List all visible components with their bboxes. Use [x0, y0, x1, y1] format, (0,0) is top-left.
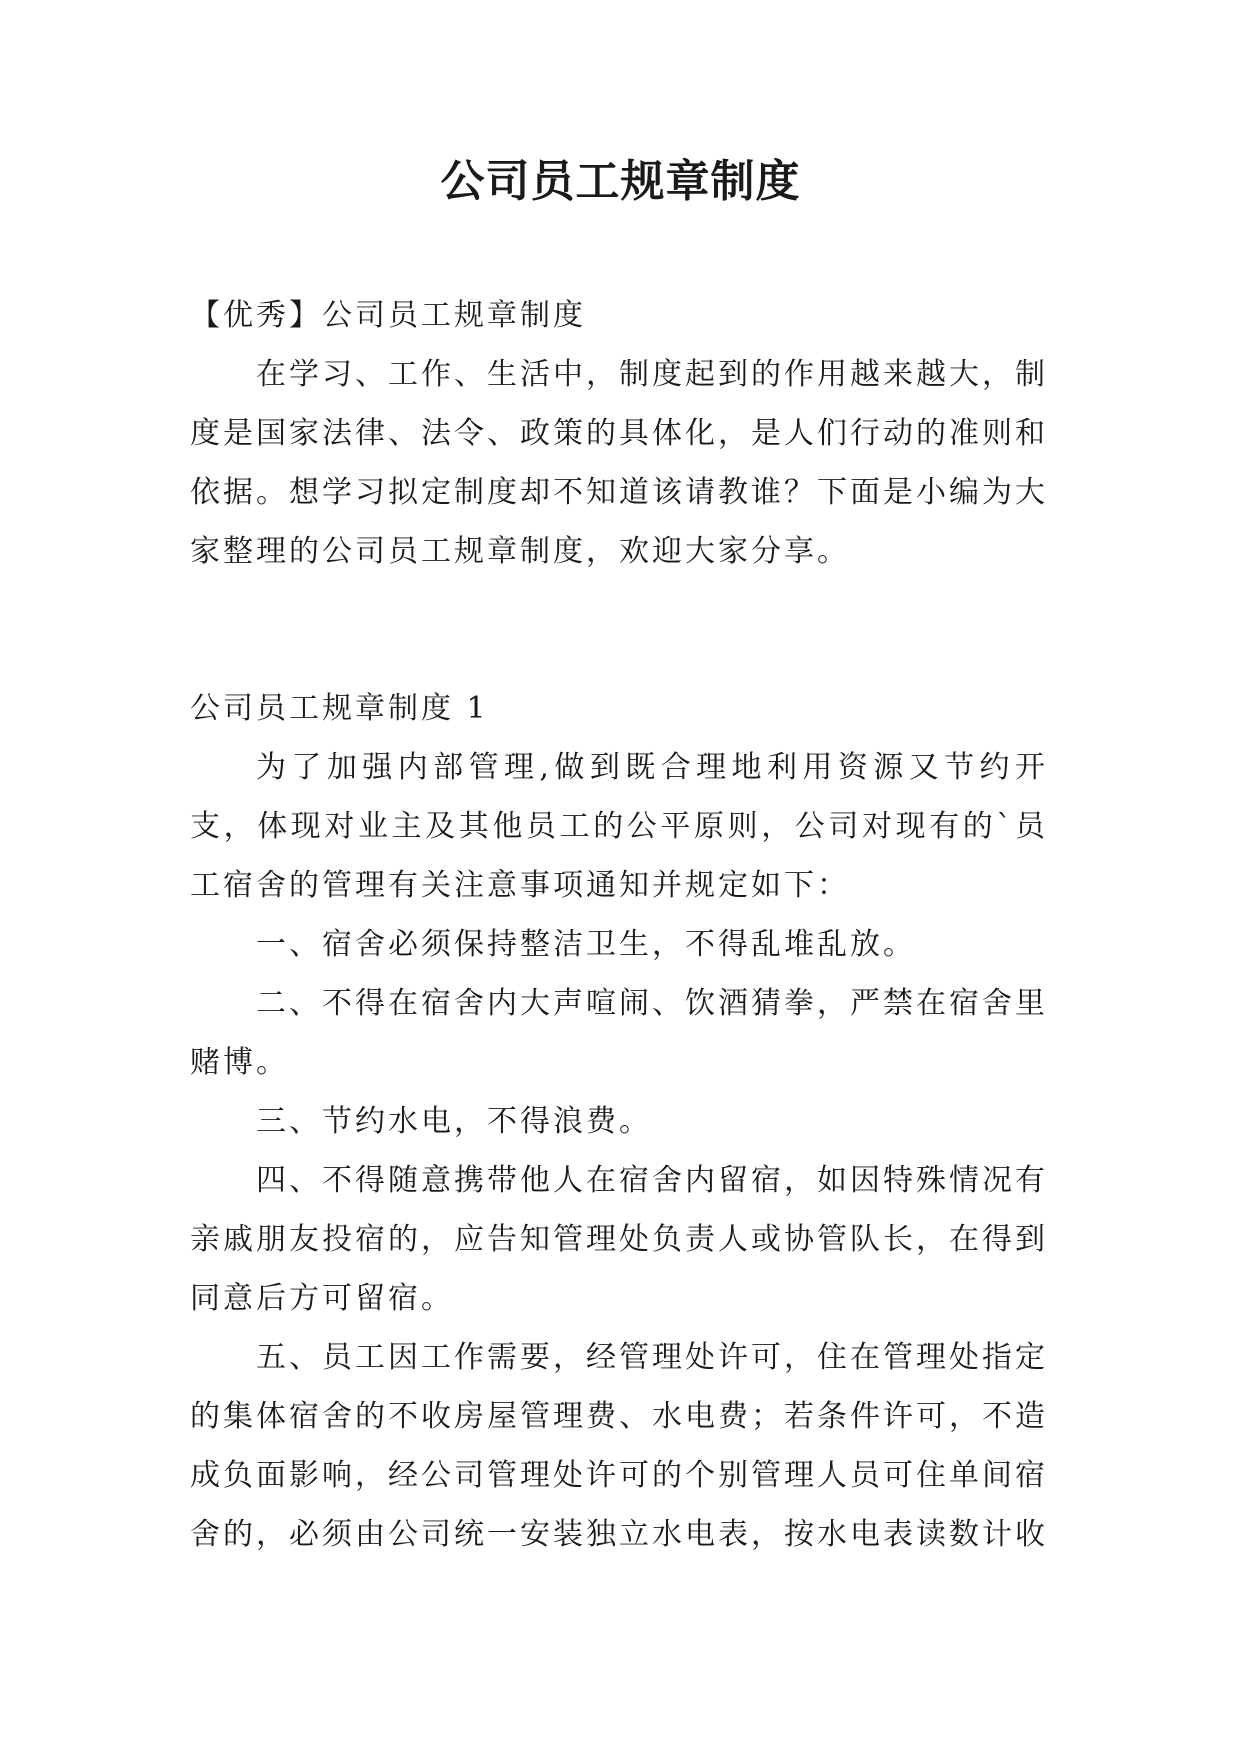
rule-item-3: 三、节约水电，不得浪费。 [256, 1104, 652, 1139]
document-title: 公司员工规章制度 [440, 156, 801, 207]
section-paragraph: 为了加强内部管理,做到既合理地利用资源又节约开支，体现对业主及其他员工的公平原则，公司对现有的`员工宿舍的管理有关注意事项通知并规定如下： [190, 750, 1048, 903]
rule-item-2: 二、不得在宿舍内大声喧闹、饮酒猜拳，严禁在宿舍里赌博。 [190, 986, 1048, 1080]
document-subtitle: 【优秀】公司员工规章制度 [190, 298, 586, 333]
intro-block [190, 286, 1048, 581]
intro-paragraph: 在学习、工作、生活中，制度起到的作用越来越大，制度是国家法律、法令、政策的具体化，是人们行动的准则和依据。想学习拟定制度却不知道该请教谁？下面是小编为大家整理的公司员工规章制度，欢迎大家分享。 [190, 357, 1048, 569]
section-heading: 公司员工规章制度 1 [190, 691, 489, 726]
rule-item-1: 一、宿舍必须保持整洁卫生，不得乱堆乱放。 [256, 927, 916, 962]
section-1 [190, 679, 1048, 1564]
rule-item-5: 五、员工因工作需要，经管理处许可，住在管理处指定的集体宿舍的不收房屋管理费、水电费；若条件许可，不造成负面影响，经公司管理处许可的个别管理人员可住单间宿舍的，必须由公司统一安装独立水电表，按水电表读数计收 [190, 1340, 1048, 1552]
rule-item-4: 四、不得随意携带他人在宿舍内留宿，如因特殊情况有亲戚朋友投宿的，应告知管理处负责人或协管队长，在得到同意后方可留宿。 [190, 1163, 1048, 1316]
